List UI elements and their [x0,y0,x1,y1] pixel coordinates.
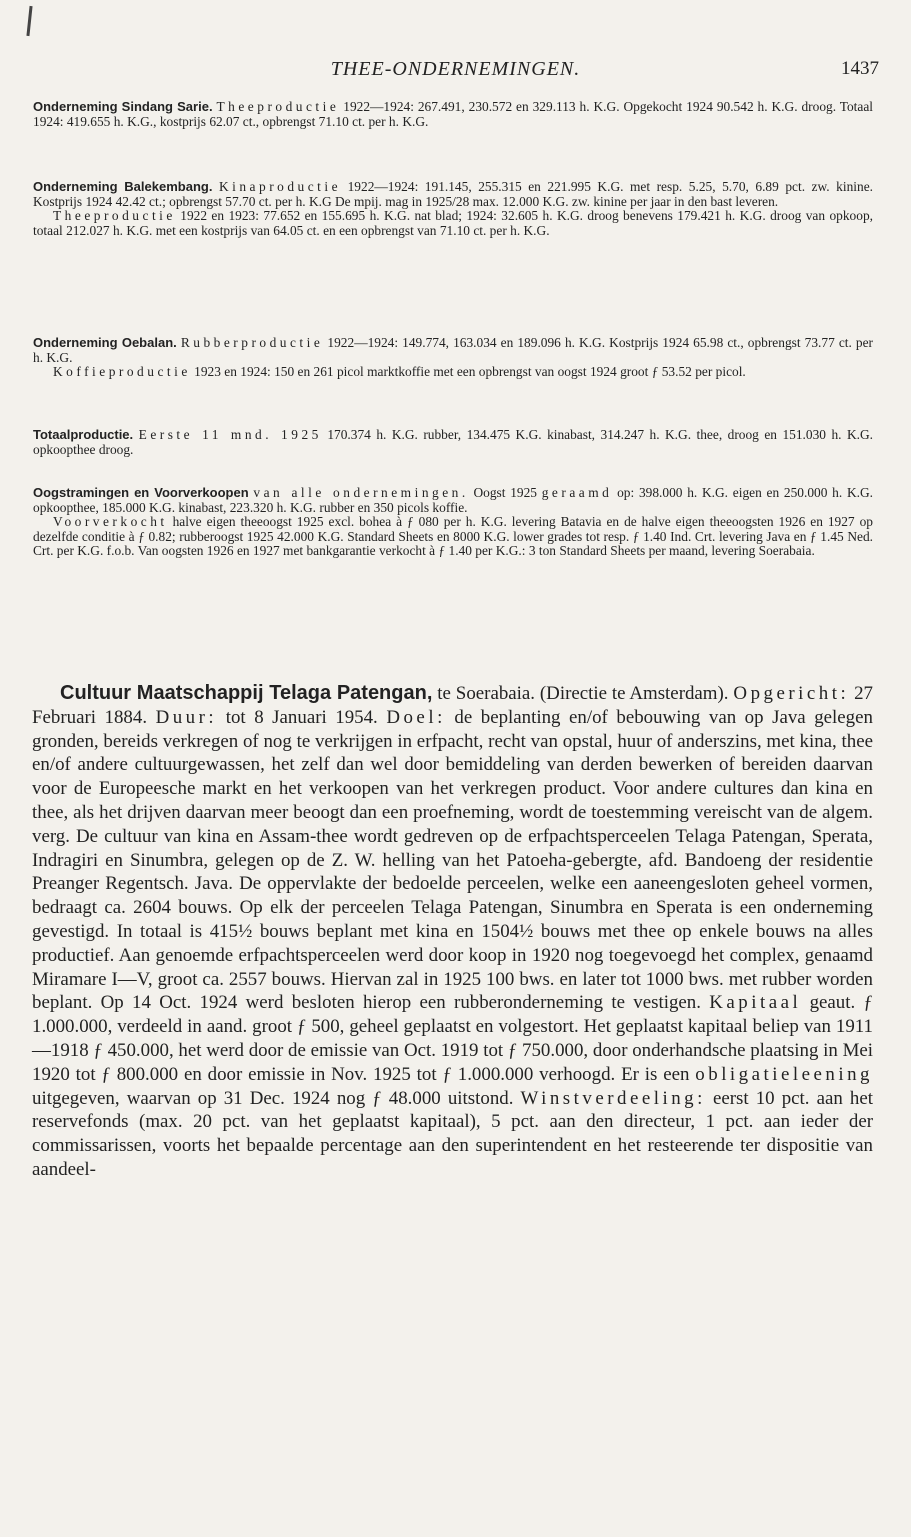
paragraph-text: 1922—1924: 191.145, 255.315 en 221.995 K.G. met resp. 5.25, 5.70, 6.89 pct. zw. kinine. Kostprijs 1924 42.42 ct.; opbrengst 57.70 ct. per h. K.G De mpij. mag in 1925/28 max. 12.000 K.G. zw. kinine per jaar in den bast leveren. [33,179,873,209]
spaced-term: Kapitaal [709,992,802,1014]
company-name: Cultuur Maatschappij Telaga Patengan, [60,682,433,704]
paragraph [33,209,873,238]
section-label: Onderneming Oebalan. [33,335,177,350]
spaced-term: Theeproductie [53,208,176,224]
section-label: Oogstramingen en Voorverkoopen [33,485,249,500]
spaced-term: Kinaproductie [218,179,342,194]
spaced-term: van alle ondernemingen. [253,485,469,500]
page-header [30,58,881,88]
spaced-term: Winstverdeeling: [520,1087,706,1109]
paragraph-text: de beplanting en/of bebouwing van op Java gelegen gronden, bereids verkregen of nog te verkrijgen in erfpacht, recht van opstal, huur of anderszins, met kina, thee en/of andere cultuurgewassen, het zelf dan wel door bemiddeling van derden bewerken of bereiden daarvan voor de Europeesche markt en het verkoopen van het verkregen product. Voor andere cultures dan kina en thee, als het drijven daarvan meer beoogt dan een proefneming, wordt de toestemming vereischt van de algem. verg. De cultuur van kina en Assam-thee wordt gedreven op de erfpachtsperceelen Telaga Patengan, Sperata, Indragiri en Sinumbra, gelegen op de Z. W. helling van het Patoeha-gebergte, afd. Bandoeng der residentie Preanger Regentsch. Java. De oppervlakte der bedoelde perceelen, welke een aaneengesloten geheel vormen, bedraagt ca. 2604 bouws. Op elk der perceelen Telaga Patengan, Sinumbra en Sperata is een onderneming gevestigd. In totaal is 415½ bouws beplant met kina en 1504½ bouws met thee op enkele bouws na alles productief. Aan genoemde erfpachtsperceelen werd door koop in 1920 nog toegevoegd het complex, genaamd Miramare I—V, groot ca. 2557 bouws. Hiervan zal in 1925 100 bws. en later tot 1000 bws. met rubber worden beplant. Op 14 Oct. 1924 werd besloten hierop een rubberonderneming te vestigen. [32,706,873,1014]
spaced-term: geraamd [541,485,613,500]
spaced-term: Voorverkocht [53,514,168,530]
paragraph-text: op: 398.000 h. K.G. eigen en 250.000 h. K.G. opkoopthee, 185.000 K.G. kinabast, 223.320 h. K.G. rubber en 350 picols koffie. [33,485,873,515]
section-sindang-sarie [33,100,873,129]
spaced-term: obligatieleening [695,1063,873,1085]
section-totaalproductie [33,428,873,457]
spaced-term: Duur: [155,706,218,728]
paragraph [33,336,873,365]
section-balekembang [33,180,873,238]
paragraph-text: eerst 10 pct. aan het reservefonds (max. 20 pct. van het geplaatst kapitaal), 5 pct. aan den directeur, 1 pct. aan ieder der commissarissen, voorts het bepaalde percentage aan den superintendent en het resteerende ter dispositie van aandeel- [32,1087,873,1180]
paragraph-text: uitgegeven, waarvan op 31 Dec. 1924 nog ƒ 48.000 uitstond. [32,1087,514,1109]
section-oebalan [33,336,873,380]
spaced-term: Theeproductie [216,99,340,114]
spaced-term: Rubberproductie [180,335,324,350]
paragraph [33,428,873,457]
page-number: 1437 [841,58,879,79]
paragraph-text: 1922—1924: 149.774, 163.034 en 189.096 h. K.G. Kostprijs 1924 65.98 ct., opbrengst 73.77 ct. per h. K.G. [33,335,874,365]
paragraph-text: Oogst 1925 [473,485,537,500]
paragraph [32,682,873,1182]
paragraph-text: te Soerabaia. (Directie te Amsterdam). [437,683,729,704]
pen-mark [26,6,32,36]
section-label: Onderneming Sindang Sarie. [33,99,213,114]
paragraph [33,365,873,380]
paragraph [33,100,873,129]
paragraph-text: 1923 en 1924: 150 en 261 picol marktkoffie met een opbrengst van oogst 1924 groot ƒ 53.52 per picol. [194,364,746,380]
running-title: THEE-ONDERNEMINGEN. [330,58,581,80]
section-oogstramingen [33,486,873,559]
paragraph [33,180,873,209]
section-label: Onderneming Balekembang. [33,179,213,194]
paragraph [33,515,873,559]
section-telaga-patengan [32,682,873,1182]
paragraph-text: 1922 en 1923: 77.652 en 155.695 h. K.G. nat blad; 1924: 32.605 h. K.G. droog benevens 179.421 h. K.G. droog van opkoop, totaal 212.027 h. K.G. met een kostprijs van 64.05 ct. en een opbrengst van 71.10 ct. per h. K.G. [33,208,873,238]
spaced-term: Koffieproductie [53,364,191,380]
paragraph-text: 27 Februari 1884. [32,683,873,728]
paragraph-text: 1922—1924: 267.491, 230.572 en 329.113 h. K.G. Opgekocht 1924 90.542 h. K.G. droog. Totaal 1924: 419.655 h. K.G., kostprijs 62.07 ct., opbrengst 71.10 ct. per h. K.G. [33,99,873,129]
paragraph [33,486,873,515]
spaced-term: Opgericht: [733,683,850,704]
section-label: Totaalproductie. [33,427,134,442]
spaced-term: Doel: [386,706,446,728]
paragraph-text: geaut. ƒ 1.000.000, verdeeld in aand. groot ƒ 500, geheel geplaatst en volgestort. Het geplaatst kapitaal beliep van 1911—1918 ƒ 450.000, het werd door de emissie van Oct. 1919 tot ƒ 750.000, door onderhandsche plaatsing in Mei 1920 tot ƒ 800.000 en door emissie in Nov. 1925 tot ƒ 1.000.000 verhoogd. Er is een [32,992,874,1085]
paragraph-text: 170.374 h. K.G. rubber, 134.475 K.G. kinabast, 314.247 h. K.G. thee, droog en 151.030 h. K.G. opkoopthee droog. [33,427,873,457]
spaced-term: Eerste 11 mnd. 1925 [138,427,322,442]
paragraph-text: tot 8 Januari 1954. [225,706,378,728]
paragraph-text: halve eigen theeoogst 1925 excl. bohea à ƒ 080 per h. K.G. levering Batavia en de halve eigen theeoogsten 1926 en 1927 op dezelfde conditie à ƒ 0.82; rubberoogst 1925 42.000 K.G. Standard Sheets en 8000 K.G. lower grades tot resp. ƒ 1.40 Ind. Crt. levering Java en ƒ 1.45 Ned. Crt. per K.G. f.o.b. Van oogsten 1926 en 1927 met bankgarantie verkocht à ƒ 1.40 per K.G.: 3 ton Standard Sheets per maand, levering Soerabaia. [33,514,873,559]
